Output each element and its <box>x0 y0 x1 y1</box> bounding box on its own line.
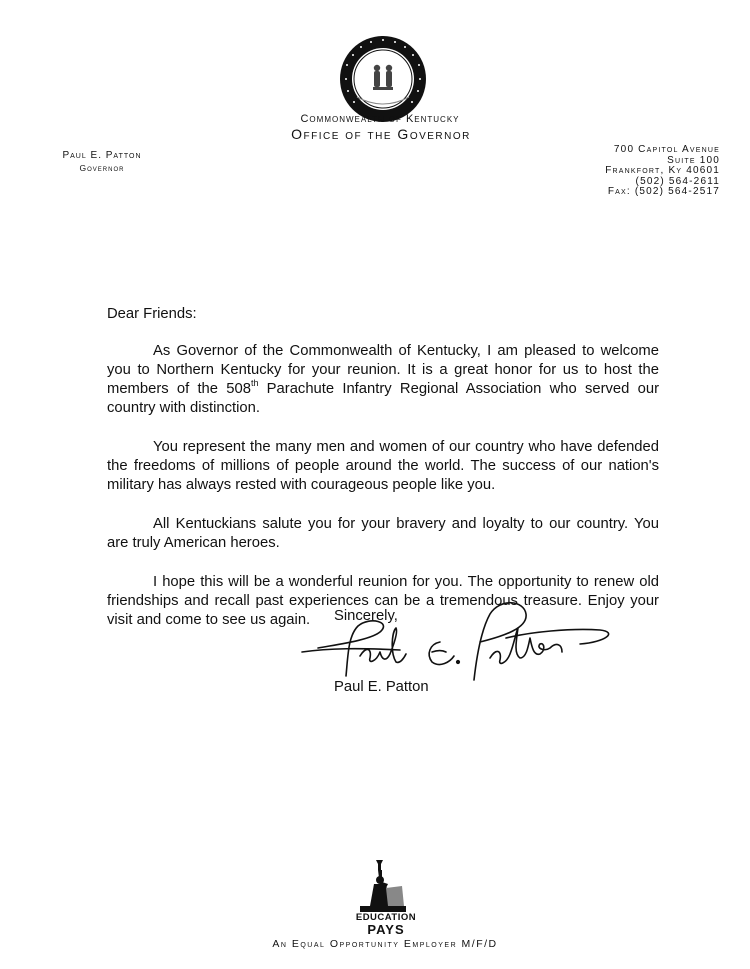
ordinal-suffix: th <box>250 378 259 389</box>
footer-tagline: An Equal Opportunity Employer M/F/D <box>272 938 498 950</box>
address-city: Frankfort, Ky 40601 <box>605 165 720 176</box>
governor-name: Paul E. Patton <box>62 150 142 161</box>
paragraph-1-text: As Governor of the Commonwealth of Kentucky, I am pleased to welcome you to Northern Kentucky for your reunion. It is a great honor for us to host the members of the 508 <box>107 343 659 397</box>
address-block <box>605 145 720 198</box>
paragraph-2: You represent the many men and women of our country who have defended the freedoms of millions of people around the world. The success of our nation's military has always rested with courageous people like you. <box>107 439 659 493</box>
closing: Sincerely, <box>334 608 398 624</box>
logo-pays-label: PAYS <box>367 922 405 937</box>
paragraph-4: I hope this will be a wonderful reunion for you. The opportunity to renew old friendships and recall past experiences can be a tremendous treasure. Enjoy your visit and come to see us again. <box>107 574 659 628</box>
governor-title: Governor <box>79 163 125 173</box>
paragraph-1 <box>107 342 659 418</box>
logo-education-label: EDUCATION <box>355 912 417 923</box>
paragraph-3: All Kentuckians salute you for your bravery and loyalty to our country. You are truly American heroes. <box>107 516 659 551</box>
letterhead-office: Office of the Governor <box>291 126 471 142</box>
state-seal <box>339 35 427 123</box>
address-suite: Suite 100 <box>667 154 720 166</box>
salutation: Dear Friends: <box>107 306 197 322</box>
signer-name: Paul E. Patton <box>334 679 429 695</box>
address-fax: Fax: (502) 564-2517 <box>607 186 720 197</box>
governor-block <box>42 150 162 174</box>
paragraph-1-text-end: Parachute Infantry Regional Association who served our country with distinction. <box>107 381 659 416</box>
letterhead-commonwealth: Commonwealth of Kentucky <box>300 113 460 125</box>
address-street: 700 Capitol Avenue <box>613 144 720 155</box>
education-pays-logo <box>358 858 408 914</box>
address-phone: (502) 564-2611 <box>635 175 720 187</box>
